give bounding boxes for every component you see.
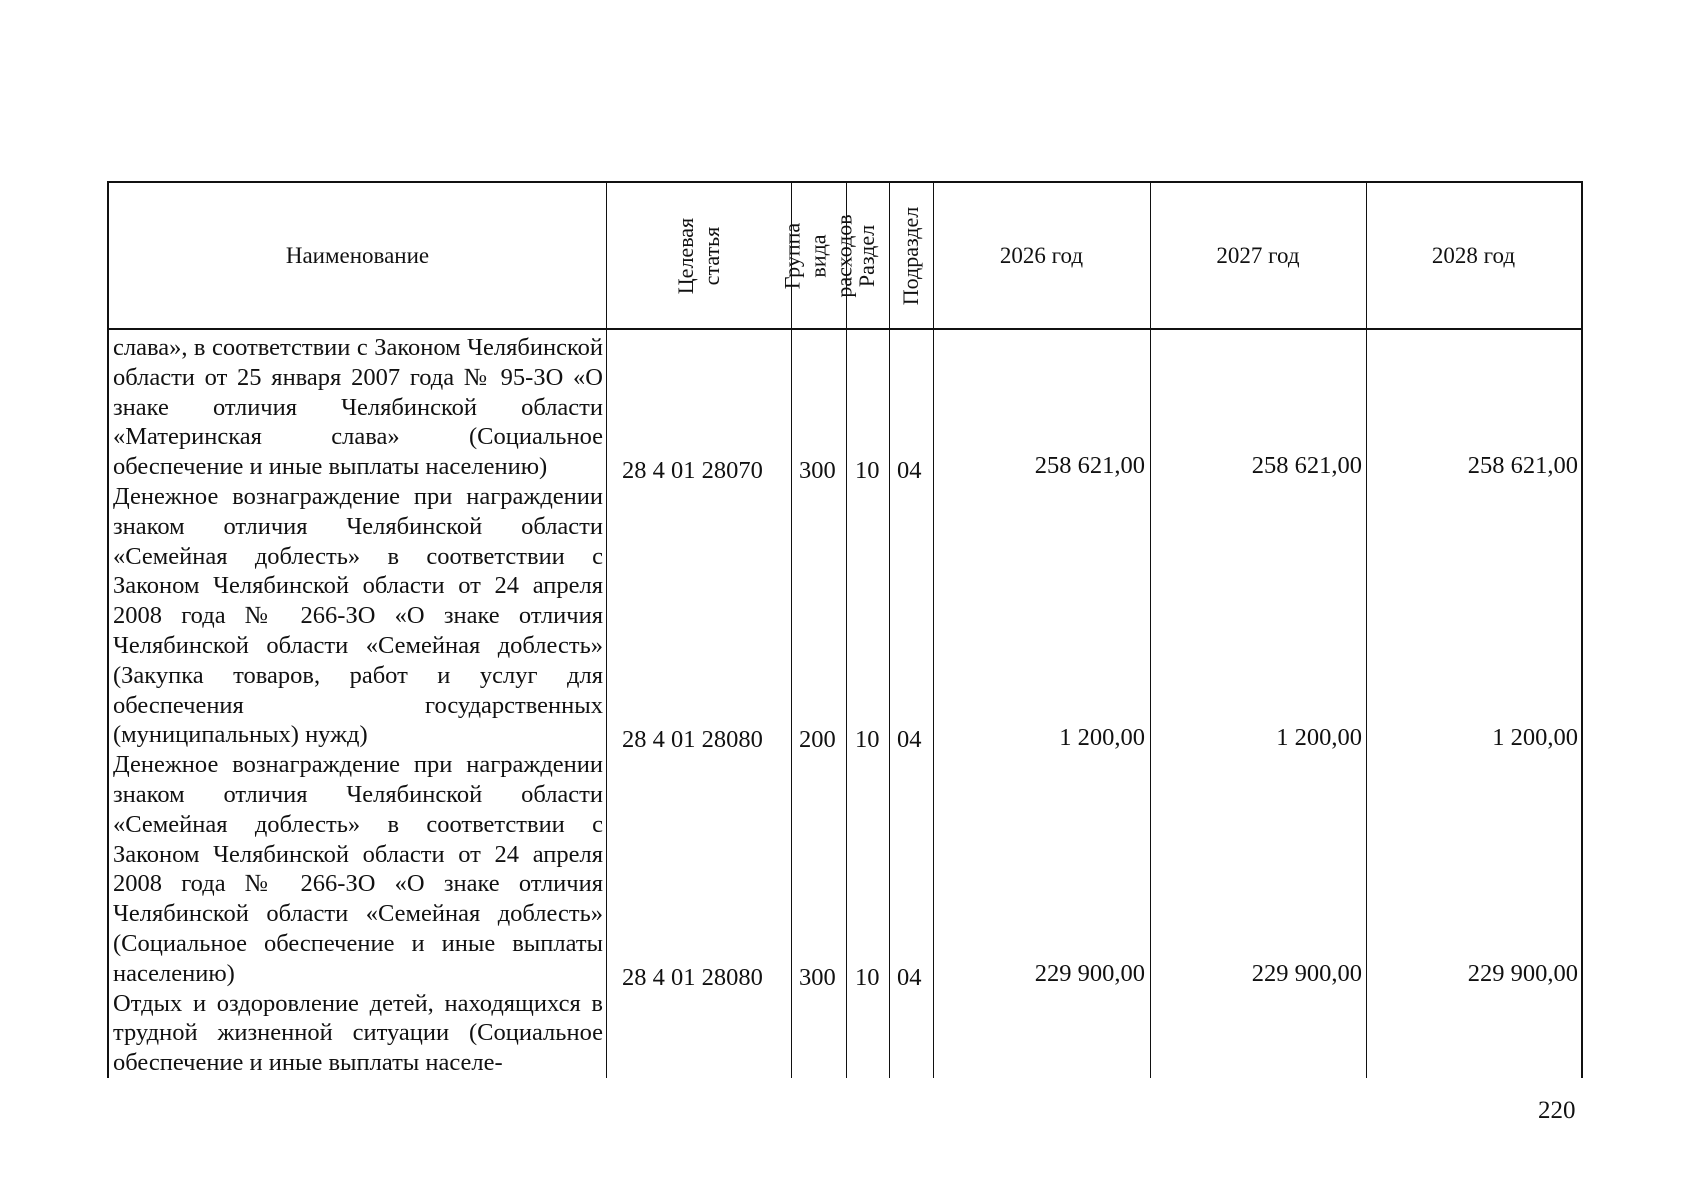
budget-table [107,181,1583,1078]
section-cell: 10 [855,457,880,484]
expense-group-cell: 300 [799,964,836,991]
expense-group-cell: 300 [799,457,836,484]
header-subsection: Подраздел [898,206,924,305]
header-2028: 2028 год [1431,242,1516,268]
row-name: Отдых и оздоровление детей, находящихся в трудной жизненной ситуации (Социальное обеспечение и иные выплаты населе- [113,989,603,1077]
header-2026: 2026 год [999,242,1084,268]
name-column [113,333,603,1078]
header-target-article: Целевая статья [672,217,724,294]
amount-2027-cell: 229 900,00 [1251,960,1362,987]
target-article-cell: 28 4 01 28070 [622,457,763,484]
header-expense-group: Группа вида расходов [779,213,857,298]
subsection-cell: 04 [897,726,922,753]
expense-group-cell: 200 [799,726,836,753]
target-article-cell: 28 4 01 28080 [622,726,763,753]
amount-2028-cell: 1 200,00 [1492,724,1578,751]
section-cell: 10 [855,964,880,991]
row-name: слава», в соответствии с Законом Челябинской области от 25 января 2007 года № 95-ЗО «О знаке отличия Челябинской области «Материнская слава» (Социальное обеспечение и иные выплаты населению) [113,334,603,481]
page-number: 220 [1538,1097,1576,1124]
amount-2027-cell: 1 200,00 [1276,724,1362,751]
amount-2026-cell: 258 621,00 [1034,452,1145,479]
row-name: Денежное вознаграждение при награждении знаком отличия Челябинской области «Семейная доблесть» в соответствии с Законом Челябинской области от 24 апреля 2008 года № 266-ЗО «О знаке отличия Челябинской области «Семейная доблесть» (Закупка товаров, работ и услуг для обеспечения государственных (муниципальных) нужд) [113,482,603,749]
subsection-cell: 04 [897,964,922,991]
subsection-cell: 04 [897,457,922,484]
section-cell: 10 [855,726,880,753]
amount-2028-cell: 258 621,00 [1467,452,1578,479]
header-2027: 2027 год [1216,242,1300,268]
target-article-cell: 28 4 01 28080 [622,964,763,991]
amount-2026-cell: 229 900,00 [1034,960,1145,987]
row-name: Денежное вознаграждение при награждении знаком отличия Челябинской области «Семейная доблесть» в соответствии с Законом Челябинской области от 24 апреля 2008 года № 266-ЗО «О знаке отличия Челябинской области «Семейная доблесть» (Социальное обеспечение и иные выплаты населению) [113,751,603,987]
amount-2026-cell: 1 200,00 [1059,724,1145,751]
header-name: Наименование [285,242,430,268]
header-section: Раздел [854,224,880,287]
header-divider [109,328,1581,330]
amount-2027-cell: 258 621,00 [1251,452,1362,479]
amount-2028-cell: 229 900,00 [1467,960,1578,987]
